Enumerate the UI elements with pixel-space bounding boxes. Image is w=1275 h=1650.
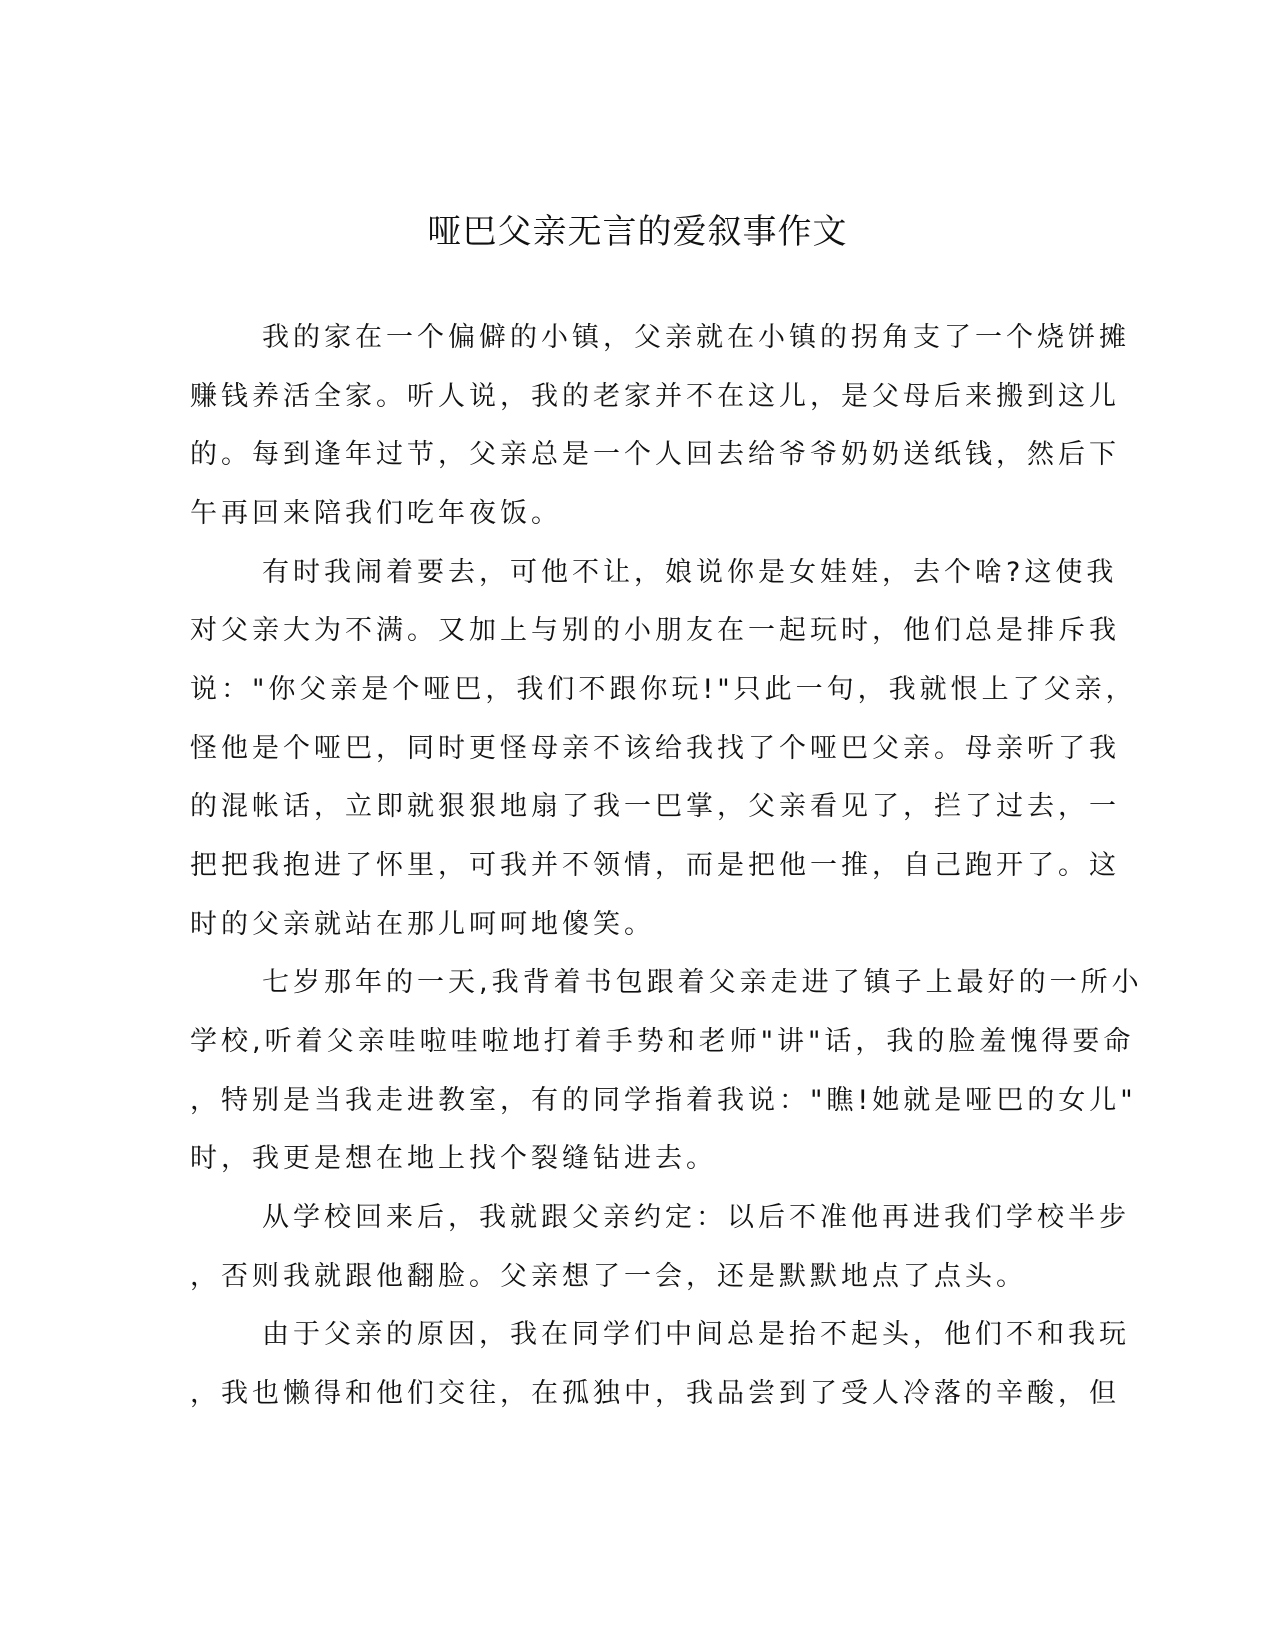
paragraph-2-line-7: 时的父亲就站在那儿呵呵地傻笑。 bbox=[190, 909, 655, 940]
paragraph-2-line-2: 对父亲大为不满。又加上与别的小朋友在一起玩时，他们总是排斥我 bbox=[190, 615, 1120, 646]
paragraph-2-line-3: 说："你父亲是个哑巴，我们不跟你玩!"只此一句，我就恨上了父亲， bbox=[190, 674, 1137, 705]
paragraph-1-line-2: 赚钱养活全家。听人说，我的老家并不在这儿，是父母后来搬到这儿 bbox=[190, 381, 1120, 412]
paragraph-4-line-1: 从学校回来后，我就跟父亲约定：以后不准他再进我们学校半步 bbox=[262, 1202, 1130, 1233]
paragraph-2-line-1: 有时我闹着要去，可他不让，娘说你是女娃娃，去个啥?这使我 bbox=[262, 557, 1118, 588]
paragraph-1-line-3: 的。每到逢年过节，父亲总是一个人回去给爷爷奶奶送纸钱，然后下 bbox=[190, 439, 1120, 470]
paragraph-2-line-4: 怪他是个哑巴，同时更怪母亲不该给我找了个哑巴父亲。母亲听了我 bbox=[190, 733, 1120, 764]
document-title: 哑巴父亲无言的爱叙事作文 bbox=[427, 212, 848, 252]
paragraph-3-line-2: 学校,听着父亲哇啦哇啦地打着手势和老师"讲"话，我的脸羞愧得要命 bbox=[190, 1026, 1135, 1057]
paragraph-2-line-5: 的混帐话，立即就狠狠地扇了我一巴掌，父亲看见了，拦了过去，一 bbox=[190, 791, 1120, 822]
paragraph-5-line-2: ，我也懒得和他们交往，在孤独中，我品尝到了受人冷落的辛酸，但 bbox=[190, 1378, 1120, 1409]
paragraph-3-line-3: ，特别是当我走进教室，有的同学指着我说："瞧!她就是哑巴的女儿" bbox=[190, 1085, 1137, 1116]
paragraph-5-line-1: 由于父亲的原因，我在同学们中间总是抬不起头，他们不和我玩 bbox=[262, 1319, 1130, 1350]
paragraph-3-line-4: 时，我更是想在地上找个裂缝钻进去。 bbox=[190, 1143, 717, 1174]
paragraph-1-line-1: 我的家在一个偏僻的小镇，父亲就在小镇的拐角支了一个烧饼摊 bbox=[262, 322, 1130, 353]
paragraph-1-line-4: 午再回来陪我们吃年夜饭。 bbox=[190, 498, 562, 529]
paragraph-2-line-6: 把把我抱进了怀里，可我并不领情，而是把他一推，自己跑开了。这 bbox=[190, 850, 1120, 881]
paragraph-3-line-1: 七岁那年的一天,我背着书包跟着父亲走进了镇子上最好的一所小 bbox=[262, 967, 1143, 998]
paragraph-4-line-2: ，否则我就跟他翻脸。父亲想了一会，还是默默地点了点头。 bbox=[190, 1261, 1027, 1292]
